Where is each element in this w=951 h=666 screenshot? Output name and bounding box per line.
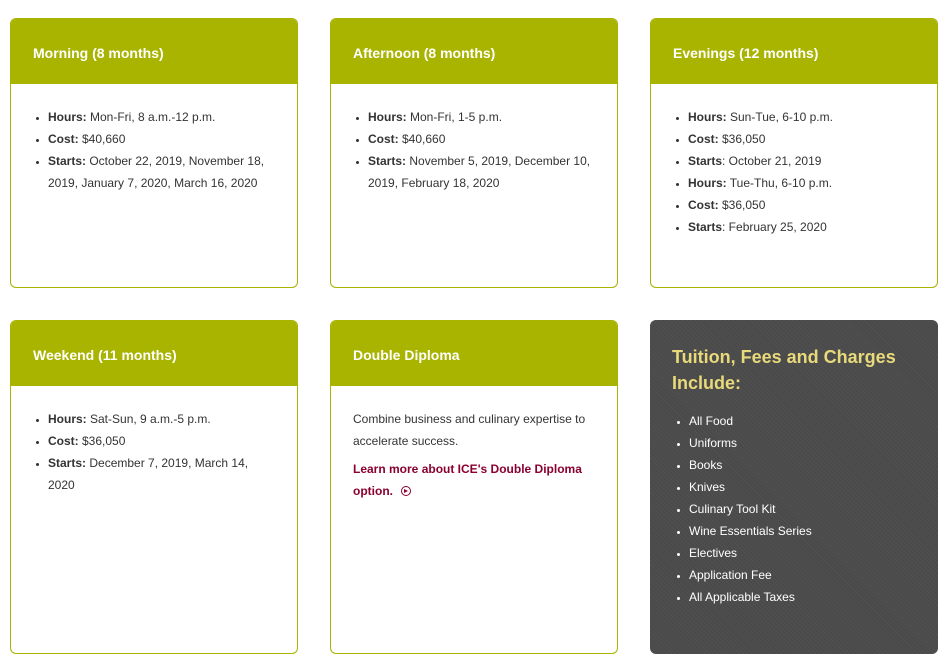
item-label: Hours: (48, 412, 87, 426)
item-value: $36,050 (718, 132, 766, 146)
card-title: Afternoon (8 months) (353, 44, 496, 61)
item-value: Sat-Sun, 9 a.m.-5 p.m. (86, 412, 211, 426)
program-card-double-diploma (330, 320, 618, 654)
list-item: • Books (689, 454, 916, 476)
card-title: Double Diploma (353, 346, 460, 363)
item-label: Starts (688, 154, 723, 168)
program-card-morning (10, 18, 298, 288)
list-item (688, 172, 915, 194)
card-header (11, 321, 297, 386)
program-card-weekend (10, 320, 298, 654)
inclusions-list (672, 410, 916, 608)
item-value: Mon-Fri, 8 a.m.-12 p.m. (86, 110, 216, 124)
circle-arrow-right-icon (401, 486, 411, 496)
double-diploma-link[interactable] (353, 458, 595, 502)
card-body (11, 386, 297, 496)
item-label: Cost: (688, 132, 719, 146)
card-header (11, 19, 297, 84)
item-value: December 7, 2019, March 14, 2020 (48, 456, 249, 492)
tuition-fees-panel (650, 320, 938, 654)
list-item (48, 106, 275, 128)
card-title: Morning (8 months) (33, 44, 164, 61)
item-label: Cost: (368, 132, 399, 146)
card-header (651, 19, 937, 84)
program-card-afternoon (330, 18, 618, 288)
schedule-list (33, 106, 275, 194)
item-label: Hours: (368, 110, 407, 124)
list-item (48, 408, 275, 430)
list-item (48, 430, 275, 452)
item-label: Cost: (688, 198, 719, 212)
item-value: Mon-Fri, 1-5 p.m. (406, 110, 503, 124)
list-item (48, 128, 275, 150)
item-value: $40,660 (398, 132, 446, 146)
item-label: Hours: (688, 110, 727, 124)
program-card-evenings (650, 18, 938, 288)
item-value: : February 25, 2020 (722, 220, 827, 234)
list-item: • All Food (689, 410, 916, 432)
card-body (11, 84, 297, 194)
item-label: Starts: (48, 154, 87, 168)
item-value: November 5, 2019, December 10, 2019, February 18, 2020 (368, 154, 591, 190)
list-item (368, 106, 595, 128)
list-item (688, 216, 915, 238)
card-body (331, 84, 617, 194)
list-item (368, 128, 595, 150)
list-item (48, 452, 275, 496)
list-item: • Electives (689, 542, 916, 564)
schedule-list (33, 408, 275, 496)
list-item: • Wine Essentials Series (689, 520, 916, 542)
panel-title: Tuition, Fees and Charges Include: (672, 347, 896, 393)
item-label: Hours: (48, 110, 87, 124)
list-item (688, 150, 915, 172)
schedule-list (353, 106, 595, 194)
link-text: Learn more about ICE's Double Diploma option. (353, 462, 582, 498)
item-label: Starts: (48, 456, 87, 470)
item-label: Hours: (688, 176, 727, 190)
list-item: • Culinary Tool Kit (689, 498, 916, 520)
card-title: Evenings (12 months) (673, 44, 819, 61)
list-item (688, 194, 915, 216)
item-value: Tue-Thu, 6-10 p.m. (726, 176, 833, 190)
item-value: : October 21, 2019 (722, 154, 822, 168)
schedule-list (673, 106, 915, 238)
item-value: October 22, 2019, November 18, 2019, January 7, 2020, March 16, 2020 (48, 154, 265, 190)
list-item: • Application Fee (689, 564, 916, 586)
card-header (331, 321, 617, 386)
list-item: • All Applicable Taxes (689, 586, 916, 608)
card-body (651, 84, 937, 238)
list-item: • Uniforms (689, 432, 916, 454)
list-item (48, 150, 275, 194)
item-label: Cost: (48, 132, 79, 146)
list-item (688, 128, 915, 150)
item-label: Starts (688, 220, 723, 234)
list-item: • Knives (689, 476, 916, 498)
item-value: $40,660 (78, 132, 126, 146)
item-label: Starts: (368, 154, 407, 168)
list-item (368, 150, 595, 194)
card-title: Weekend (11 months) (33, 346, 177, 363)
list-item (688, 106, 915, 128)
item-label: Cost: (48, 434, 79, 448)
item-value: $36,050 (718, 198, 766, 212)
item-value: Sun-Tue, 6-10 p.m. (726, 110, 833, 124)
item-value: $36,050 (78, 434, 126, 448)
card-description: Combine business and culinary expertise to accelerate success. (353, 412, 586, 448)
card-header (331, 19, 617, 84)
card-body (331, 386, 617, 502)
